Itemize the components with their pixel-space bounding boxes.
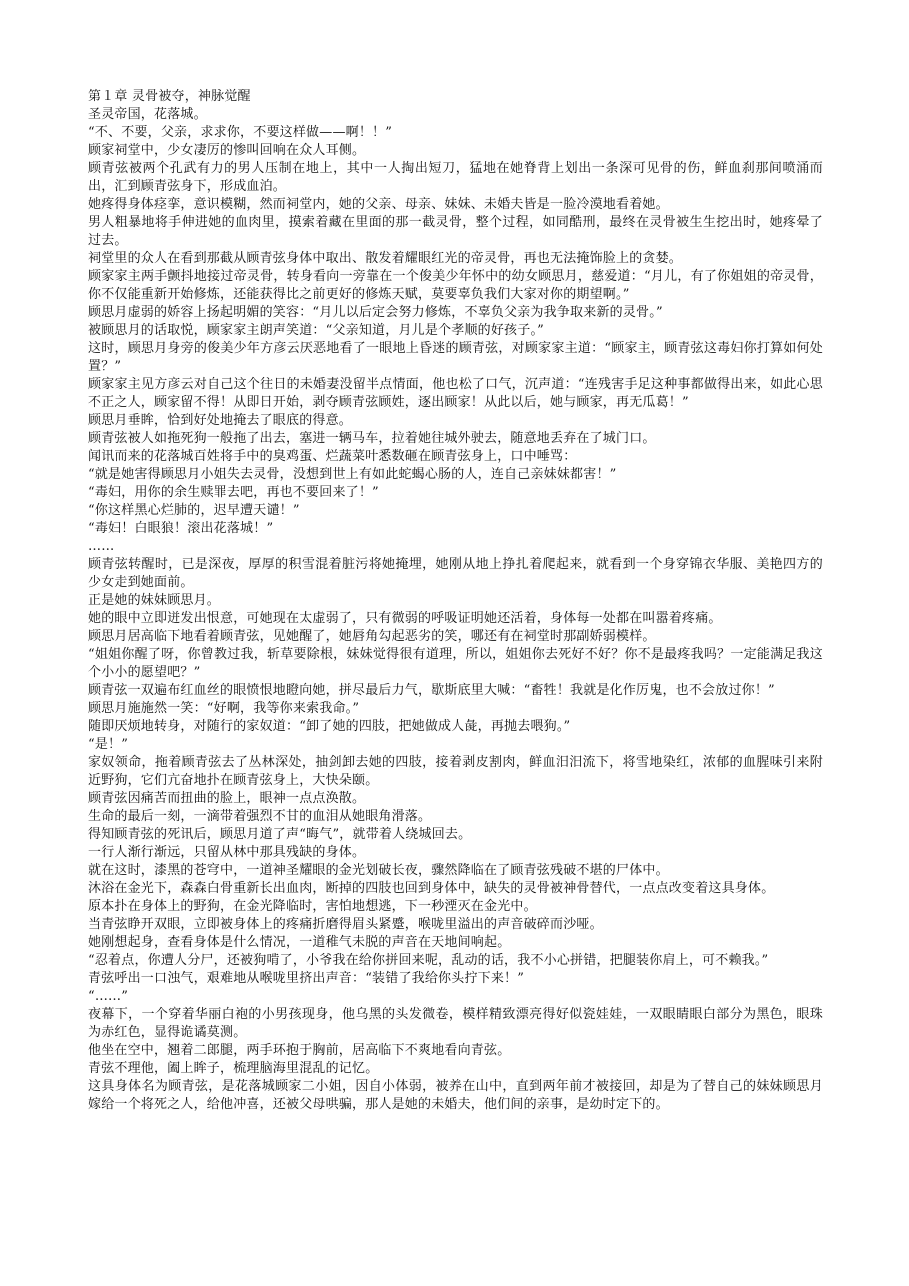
paragraph: 她的眼中立即迸发出恨意，可她现在太虚弱了，只有微弱的呼吸证明她还活着，身体每一处都在叫嚣着疼痛。 [88,611,722,626]
paragraph: 原本扑在身体上的野狗，在金光降临时，害怕地想逃，下一秒湮灭在金光中。 [88,899,537,914]
paragraph: 随即厌烦地转身，对随行的家奴道：“卸了她的四肢，把她做成人彘，再抛去喂狗。” [88,719,571,734]
paragraph: 青弦不理他，阖上眸子，梳理脑海里混乱的记忆。 [88,1061,379,1076]
paragraph: 就在这时，漆黑的苍穹中，一道神圣耀眼的金光划破长夜，骤然降临在了顾青弦残破不堪的尸体中。 [88,863,669,878]
paragraph: 顾青弦被人如拖死狗一般拖了出去，塞进一辆马车，拉着她往城外驶去，随意地丢弃在了城门口。 [88,431,656,446]
paragraph: 顾家家主见方彦云对自己这个往日的未婚妻没留半点情面，他也松了口气，沉声道：“连残害手足这种事都做得出来，如此心思不正之人，顾家留不得！从即日开始，剥夺顾青弦顾姓，逐出顾家！从此以后，她与顾家，再无瓜葛！” [88,377,823,410]
paragraph: 顾家祠堂中，少女凄厉的惨叫回响在众人耳侧。 [88,143,366,158]
paragraph: 圣灵帝国，花落城。 [88,107,207,122]
paragraph: 顾青弦一双遍布红血丝的眼愤恨地瞪向她，拼尽最后力气，歇斯底里大喊：“畜牲！我就是化作厉鬼，也不会放过你！” [88,683,775,698]
paragraph: “毒妇，用你的余生赎罪去吧，再也不要回来了！” [88,485,379,500]
paragraph: 得知顾青弦的死讯后，顾思月道了声“晦气”，就带着人绕城回去。 [88,827,472,842]
paragraph: 男人粗暴地将手伸进她的血肉里，摸索着藏在里面的那一截灵骨，整个过程，如同酷刑，最终在灵骨被生生挖出时，她疼晕了过去。 [88,215,823,248]
paragraph: 沐浴在金光下，森森白骨重新长出血肉，断掉的四肢也回到身体中，缺失的灵骨被神骨替代，一点点改变着这具身体。 [88,881,775,896]
paragraph: 她疼得身体痉挛，意识模糊，然而祠堂内，她的父亲、母亲、妹妹、未婚夫皆是一脸冷漠地看着她。 [88,197,669,212]
paragraph: 闻讯而来的花落城百姓将手中的臭鸡蛋、烂蔬菜叶悉数砸在顾青弦身上，口中唾骂： [88,449,577,464]
paragraph: “是！” [88,737,129,752]
paragraph: 当青弦睁开双眼，立即被身体上的疼痛折磨得眉头紧蹙，喉咙里溢出的声音破碎而沙哑。 [88,917,603,932]
paragraph: 正是她的妹妹顾思月。 [88,593,221,608]
paragraph: 顾思月居高临下地看着顾青弦，见她醒了，她唇角勾起恶劣的笑，哪还有在祠堂时那副娇弱模样。 [88,629,656,644]
paragraph: “忍着点，你遭人分尸，还被狗啃了，小爷我在给你拼回来呢，乱动的话，我不小心拼错，把腿装你肩上，可不赖我。” [88,953,769,968]
paragraph: 她刚想起身，查看身体是什么情况，一道稚气未脱的声音在天地间响起。 [88,935,511,950]
paragraph: 顾思月施施然一笑：“好啊，我等你来索我命。” [88,701,360,716]
paragraph: 夜幕下，一个穿着华丽白袍的小男孩现身，他乌黑的头发微卷，模样精致漂亮得好似瓷娃娃，一双眼睛眼白部分为黑色，眼珠为赤红色，显得诡谲莫测。 [88,1007,823,1040]
paragraph: 被顾思月的话取悦，顾家家主朗声笑道：“父亲知道，月儿是个孝顺的好孩子。” [88,323,544,338]
document-page [88,88,823,1114]
paragraph: 一行人渐行渐远，只留从林中那具残缺的身体。 [88,845,366,860]
paragraph: “……” [88,989,129,1004]
paragraph: “就是她害得顾思月小姐失去灵骨，没想到世上有如此蛇蝎心肠的人，连自己亲妹妹都害！” [88,467,617,482]
paragraph: “毒妇！白眼狼！滚出花落城！” [88,521,274,536]
paragraph: 家奴领命，拖着顾青弦去了丛林深处，抽剑卸去她的四肢，接着剥皮割肉，鲜血汨汨流下，将雪地染红，浓郁的血腥味引来附近野狗，它们亢奋地扑在顾青弦身上，大快朵颐。 [88,755,823,788]
chapter-body [88,106,823,1114]
paragraph: “你这样黑心烂肺的，迟早遭天谴！” [88,503,300,518]
paragraph: “不、不要，父亲，求求你，不要这样做——啊！！” [88,125,393,140]
paragraph: 青弦呼出一口浊气，艰难地从喉咙里挤出声音：“装错了我给你头拧下来！” [88,971,525,986]
paragraph: 顾思月垂眸，恰到好处地掩去了眼底的得意。 [88,413,353,428]
paragraph: 祠堂里的众人在看到那截从顾青弦身体中取出、散发着耀眼红光的帝灵骨，再也无法掩饰脸上的贪婪。 [88,251,683,266]
paragraph: 顾青弦转醒时，已是深夜，厚厚的积雪混着脏污将她掩埋，她刚从地上挣扎着爬起来，就看到一个身穿锦衣华服、美艳四方的少女走到她面前。 [88,557,823,590]
paragraph: 顾青弦因痛苦而扭曲的脸上，眼神一点点涣散。 [88,791,366,806]
paragraph: 这时，顾思月身旁的俊美少年方彦云厌恶地看了一眼地上昏迷的顾青弦，对顾家家主道：“顾家主，顾青弦这毒妇你打算如何处置？” [88,341,823,374]
paragraph: 顾青弦被两个孔武有力的男人压制在地上，其中一人掏出短刀，猛地在她脊背上划出一条深可见骨的伤，鲜血刹那间喷涌而出，汇到顾青弦身下，形成血泊。 [88,161,823,194]
paragraph: “姐姐你醒了呀，你曾教过我，斩草要除根，妹妹觉得很有道理，所以，姐姐你去死好不好？你不是最疼我吗？一定能满足我这个小小的愿望吧？” [88,647,823,680]
paragraph: 他坐在空中，翘着二郎腿，两手环抱于胸前，居高临下不爽地看向青弦。 [88,1043,511,1058]
chapter-title: 第１章 灵骨被夺，神脉觉醒 [88,89,251,104]
paragraph: 生命的最后一刻，一滴带着强烈不甘的血泪从她眼角滑落。 [88,809,432,824]
paragraph: 顾思月虚弱的娇容上扬起明媚的笑容：“月儿以后定会努力修炼，不辜负父亲为我争取来新的灵骨。” [88,305,663,320]
paragraph: 这具身体名为顾青弦，是花落城顾家二小姐，因自小体弱，被养在山中，直到两年前才被接回，却是为了替自己的妹妹顾思月嫁给一个将死之人，给他冲喜，还被父母哄骗，那人是她的未婚夫，他们间的亲事，是幼时定下的。 [88,1079,823,1112]
paragraph: …… [88,539,115,554]
paragraph: 顾家家主两手颤抖地接过帝灵骨，转身看向一旁靠在一个俊美少年怀中的幼女顾思月，慈爱道：“月儿，有了你姐姐的帝灵骨，你不仅能重新开始修炼，还能获得比之前更好的修炼天赋，莫要辜负我们大家对你的期望啊。” [88,269,823,302]
